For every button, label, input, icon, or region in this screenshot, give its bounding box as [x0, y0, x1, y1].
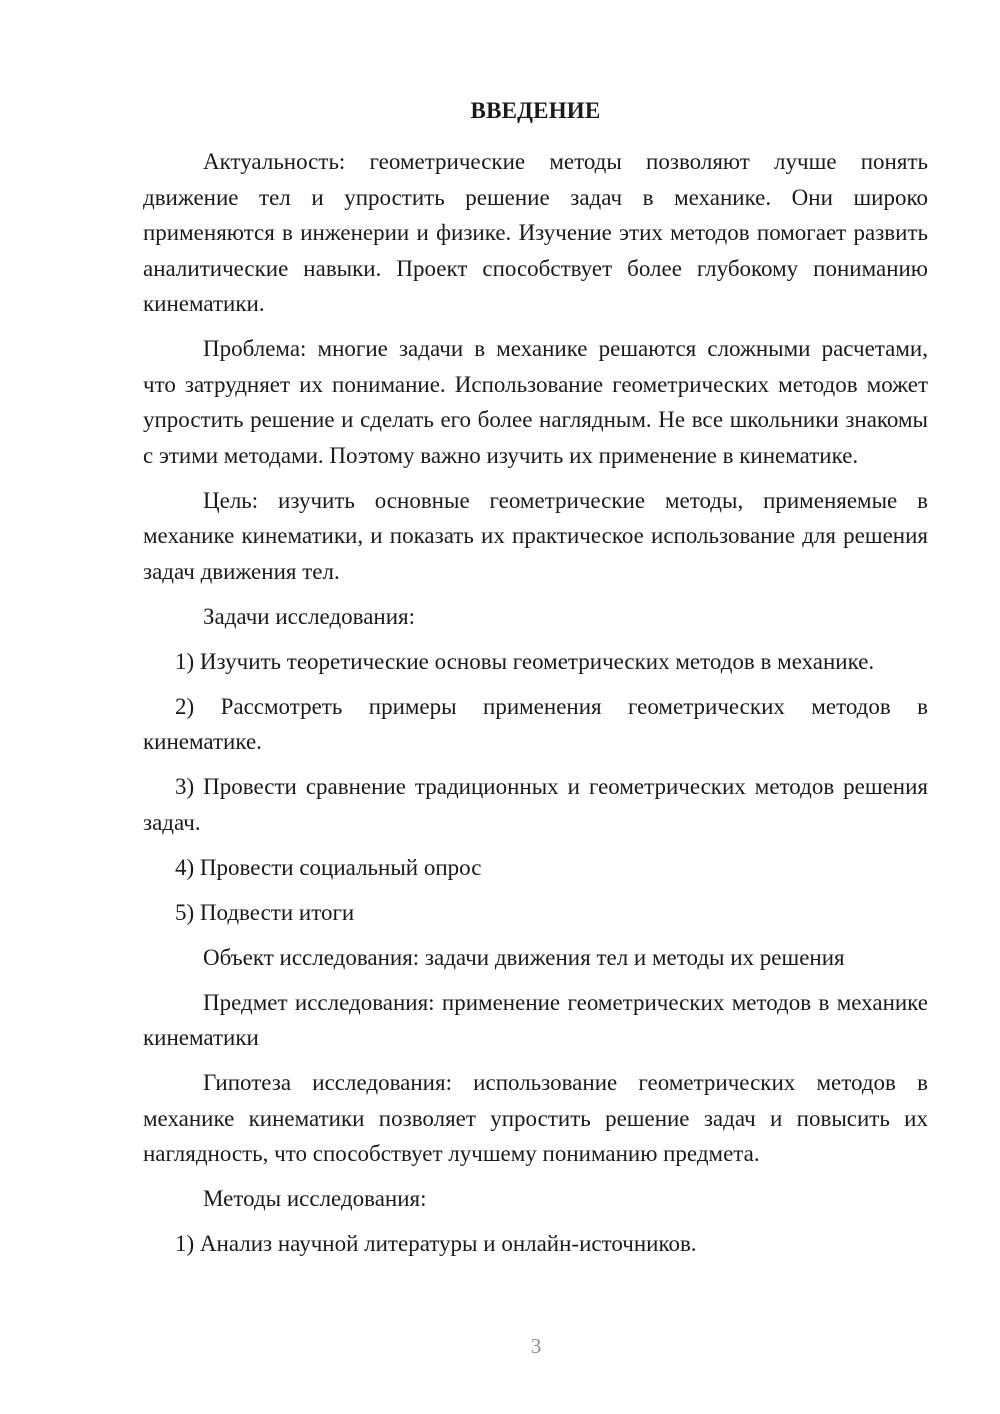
- tasks-title: Задачи исследования:: [203, 603, 416, 629]
- paragraph-object: Объект исследования: задачи движения тел и методы их решения: [203, 944, 845, 970]
- page-title: ВВЕДЕНИЕ: [470, 98, 601, 123]
- task-item-5: 5) Подвести итоги: [175, 899, 355, 925]
- task-item-4: 4) Провести социальный опрос: [175, 854, 482, 880]
- page-number: 3: [530, 1334, 542, 1358]
- paragraph-subject: Предмет исследования: применение геометрических методов в механике кинематики: [143, 989, 928, 1050]
- paragraph-relevance: Актуальность: геометрические методы позволяют лучше понять движение тел и упростить решение задач в механике. Они широко применяются в инженерии и физике. Изучение этих методов помогает развить аналитические навыки. Проект способствует более глубокому пониманию кинематики.: [143, 149, 928, 316]
- methods-title: Методы исследования:: [203, 1186, 427, 1211]
- paragraph-problem: Проблема: многие задачи в механике решаются сложными расчетами, что затрудняет их понимание. Использование геометрических методов может упростить решение и сделать его более наглядным. Не все школьники знакомы с этими методами. Поэтому важно изучить их применение в кинематике.: [143, 336, 928, 468]
- task-item-2: 2) Рассмотреть примеры применения геометрических методов в кинематике.: [143, 693, 928, 754]
- method-item-1: 1) Анализ научной литературы и онлайн-источников.: [175, 1231, 697, 1256]
- task-item-3: 3) Провести сравнение традиционных и геометрических методов решения задач.: [143, 774, 928, 835]
- document-body: [143, 144, 928, 1271]
- task-item-1: 1) Изучить теоретические основы геометрических методов в механике.: [175, 648, 875, 674]
- paragraph-hypothesis: Гипотеза исследования: использование геометрических методов в механике кинематики позволяет упростить решение задач и повысить их наглядность, что способствует лучшему пониманию предмета.: [143, 1070, 928, 1166]
- paragraph-goal: Цель: изучить основные геометрические методы, применяемые в механике кинематики, и показать их практическое использование для решения задач движения тел.: [143, 487, 928, 584]
